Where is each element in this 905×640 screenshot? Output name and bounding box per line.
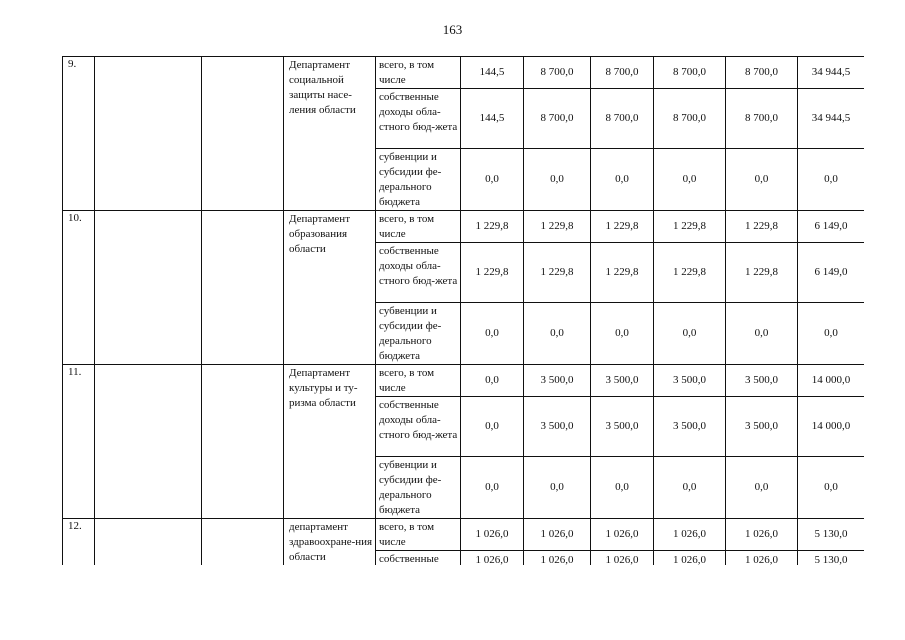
value-cell: 0,0 xyxy=(591,457,654,519)
value-cell: 8 700,0 xyxy=(591,57,654,89)
value-cell: 1 026,0 xyxy=(654,551,726,566)
value-cell: 1 026,0 xyxy=(591,519,654,551)
value-cell: 1 026,0 xyxy=(654,519,726,551)
value-cell: 0,0 xyxy=(654,303,726,365)
value-cell: 1 229,8 xyxy=(461,211,524,243)
value-cell: 0,0 xyxy=(654,149,726,211)
value-cell: 0,0 xyxy=(726,149,798,211)
value-cell: 8 700,0 xyxy=(654,57,726,89)
value-cell: 0,0 xyxy=(461,365,524,397)
row-index-cell: 12. xyxy=(63,519,95,566)
department-cell: Департамент культуры и ту-ризма области xyxy=(284,365,376,519)
category-cell: всего, в том числе xyxy=(376,211,461,243)
value-cell: 3 500,0 xyxy=(524,397,591,457)
value-cell: 3 500,0 xyxy=(524,365,591,397)
department-cell: Департамент социальной защиты насе-ления области xyxy=(284,57,376,211)
value-cell: 1 229,8 xyxy=(591,243,654,303)
value-cell: 1 229,8 xyxy=(726,243,798,303)
value-cell: 0,0 xyxy=(591,149,654,211)
category-cell: субвенции и субсидии фе-дерального бюджета xyxy=(376,149,461,211)
category-cell: всего, в том числе xyxy=(376,57,461,89)
category-cell: собственные xyxy=(376,551,461,566)
empty-cell xyxy=(202,57,284,211)
value-cell: 1 229,8 xyxy=(654,243,726,303)
value-cell: 3 500,0 xyxy=(591,397,654,457)
row-index-cell: 10. xyxy=(63,211,95,365)
table-row xyxy=(63,519,865,551)
department-cell: Департамент образования области xyxy=(284,211,376,365)
category-cell: субвенции и субсидии фе-дерального бюджета xyxy=(376,457,461,519)
value-cell: 0,0 xyxy=(461,397,524,457)
value-cell: 6 149,0 xyxy=(798,211,865,243)
value-cell: 3 500,0 xyxy=(726,365,798,397)
value-cell: 1 229,8 xyxy=(461,243,524,303)
value-cell: 0,0 xyxy=(726,303,798,365)
empty-cell xyxy=(95,211,202,365)
category-cell: всего, в том числе xyxy=(376,519,461,551)
empty-cell xyxy=(202,519,284,566)
value-cell: 3 500,0 xyxy=(654,397,726,457)
value-cell: 1 229,8 xyxy=(726,211,798,243)
budget-table xyxy=(62,56,864,565)
empty-cell xyxy=(95,519,202,566)
row-index-cell: 9. xyxy=(63,57,95,211)
value-cell: 0,0 xyxy=(461,303,524,365)
category-cell: собственные доходы обла-стного бюд-жета xyxy=(376,243,461,303)
value-cell: 144,5 xyxy=(461,57,524,89)
value-cell: 0,0 xyxy=(461,149,524,211)
value-cell: 8 700,0 xyxy=(726,57,798,89)
value-cell: 0,0 xyxy=(524,149,591,211)
value-cell: 144,5 xyxy=(461,89,524,149)
table-row xyxy=(63,211,865,243)
empty-cell xyxy=(202,211,284,365)
value-cell: 1 229,8 xyxy=(524,211,591,243)
value-cell: 0,0 xyxy=(726,457,798,519)
value-cell: 0,0 xyxy=(798,303,865,365)
value-cell: 0,0 xyxy=(654,457,726,519)
value-cell: 0,0 xyxy=(591,303,654,365)
value-cell: 0,0 xyxy=(798,457,865,519)
value-cell: 3 500,0 xyxy=(654,365,726,397)
category-cell: субвенции и субсидии фе-дерального бюджета xyxy=(376,303,461,365)
category-cell: всего, в том числе xyxy=(376,365,461,397)
value-cell: 14 000,0 xyxy=(798,397,865,457)
value-cell: 1 229,8 xyxy=(654,211,726,243)
value-cell: 14 000,0 xyxy=(798,365,865,397)
value-cell: 1 229,8 xyxy=(524,243,591,303)
value-cell: 1 026,0 xyxy=(461,551,524,566)
value-cell: 34 944,5 xyxy=(798,57,865,89)
value-cell: 8 700,0 xyxy=(726,89,798,149)
value-cell: 1 026,0 xyxy=(524,551,591,566)
value-cell: 1 026,0 xyxy=(726,519,798,551)
table-row xyxy=(63,57,865,89)
budget-table-wrap xyxy=(62,56,864,565)
empty-cell xyxy=(202,365,284,519)
value-cell: 0,0 xyxy=(524,457,591,519)
category-cell: собственные доходы обла-стного бюд-жета xyxy=(376,397,461,457)
value-cell: 1 229,8 xyxy=(591,211,654,243)
page-number: 163 xyxy=(442,22,463,37)
value-cell: 1 026,0 xyxy=(726,551,798,566)
value-cell: 8 700,0 xyxy=(524,57,591,89)
value-cell: 0,0 xyxy=(524,303,591,365)
department-cell: департамент здравоохране-ния области xyxy=(284,519,376,566)
value-cell: 0,0 xyxy=(798,149,865,211)
value-cell: 5 130,0 xyxy=(798,551,865,566)
row-index-cell: 11. xyxy=(63,365,95,519)
value-cell: 8 700,0 xyxy=(591,89,654,149)
category-cell: собственные доходы обла-стного бюд-жета xyxy=(376,89,461,149)
value-cell: 5 130,0 xyxy=(798,519,865,551)
value-cell: 1 026,0 xyxy=(524,519,591,551)
value-cell: 8 700,0 xyxy=(524,89,591,149)
value-cell: 8 700,0 xyxy=(654,89,726,149)
value-cell: 1 026,0 xyxy=(461,519,524,551)
value-cell: 1 026,0 xyxy=(591,551,654,566)
value-cell: 0,0 xyxy=(461,457,524,519)
empty-cell xyxy=(95,365,202,519)
table-row xyxy=(63,365,865,397)
empty-cell xyxy=(95,57,202,211)
value-cell: 34 944,5 xyxy=(798,89,865,149)
value-cell: 3 500,0 xyxy=(591,365,654,397)
value-cell: 3 500,0 xyxy=(726,397,798,457)
value-cell: 6 149,0 xyxy=(798,243,865,303)
